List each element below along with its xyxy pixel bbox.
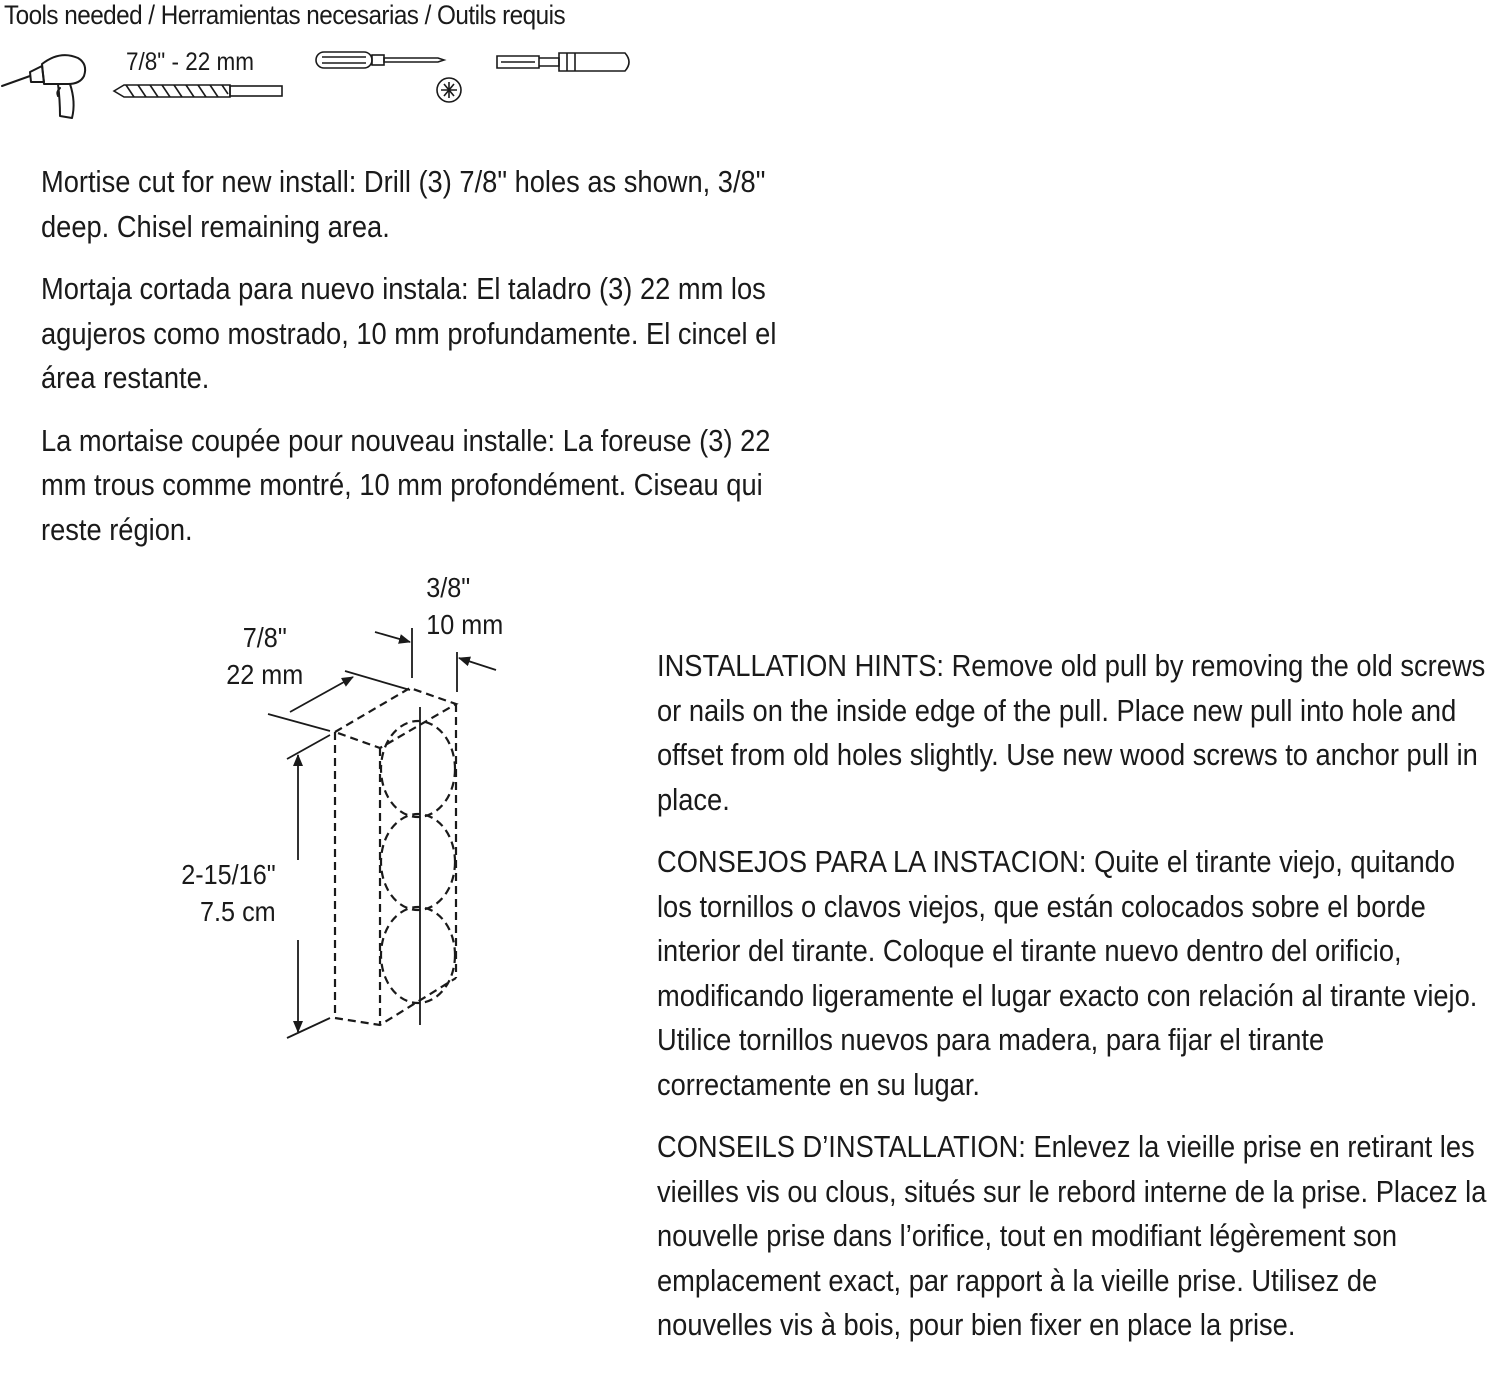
- drill-hole-1: [381, 721, 455, 817]
- height-imperial: 2-15/16": [181, 859, 276, 890]
- dimension-lines: [268, 628, 496, 1038]
- mortise-instructions: [41, 160, 911, 570]
- mortise-outline: [335, 688, 456, 1025]
- tools-needed-title: Tools needed / Herramientas necesarias / Outils requis: [4, 0, 566, 30]
- width-metric: 22 mm: [226, 659, 304, 690]
- mortise-diagram: [260, 620, 520, 1040]
- drill-hole-3: [381, 907, 455, 1003]
- instructions-spanish: Mortaja cortada para nuevo instala: El taladro (3) 22 mm los agujeros como mostrado, 10 mm profundamente. El cincel el área restante.: [41, 271, 777, 395]
- height-metric: 7.5 cm: [200, 896, 276, 927]
- width-imperial: 7/8": [242, 622, 287, 653]
- depth-metric: 10 mm: [426, 609, 504, 640]
- chisel-icon: [495, 50, 635, 74]
- drill-holes: [381, 721, 455, 1003]
- installation-hints: [657, 644, 1500, 1366]
- phillips-screwdriver-icon: [314, 48, 470, 104]
- hints-spanish: CONSEJOS PARA LA INSTACION: Quite el tirante viejo, quitando los tornillos o clavos viejos, que están colocados sobre el borde interior del tirante. Coloque el tirante nuevo dentro del orificio, modificando ligeramente el lugar exacto con relación al tirante viejo. Utilice tornillos nuevos para madera, para fijar el tirante correctamente en su lugar.: [657, 844, 1478, 1102]
- depth-imperial: 3/8": [426, 572, 471, 603]
- instructions-english: Mortise cut for new install: Drill (3) 7/8" holes as shown, 3/8" deep. Chisel remaining area.: [41, 164, 766, 244]
- instructions-french: La mortaise coupée pour nouveau installe: La foreuse (3) 22 mm trous comme montré, 10 mm profondément. Ciseau qui reste région.: [41, 422, 771, 547]
- drill-hole-2: [381, 814, 455, 910]
- drill-bit-size-label: 7/8" - 22 mm: [126, 48, 255, 76]
- hints-english: INSTALLATION HINTS: Remove old pull by removing the old screws or nails on the inside edge of the pull. Place new pull into hole and offset from old holes slightly. Use new wood screws to anchor pull in place.: [657, 648, 1486, 817]
- hints-french: CONSEILS D’INSTALLATION: Enlevez la vieille prise en retirant les vieilles vis ou clous, situés sur le rebord interne de la prise. Placez la nouvelle prise dans l’orifice, tout en modifiant légèrement son emplacement exact, par rapport à la vieille prise. Utilisez de nouvelles vis à bois, pour bien fixer en place la prise.: [657, 1129, 1487, 1342]
- drill-icon: [0, 46, 100, 122]
- drill-bit-icon: [112, 82, 287, 100]
